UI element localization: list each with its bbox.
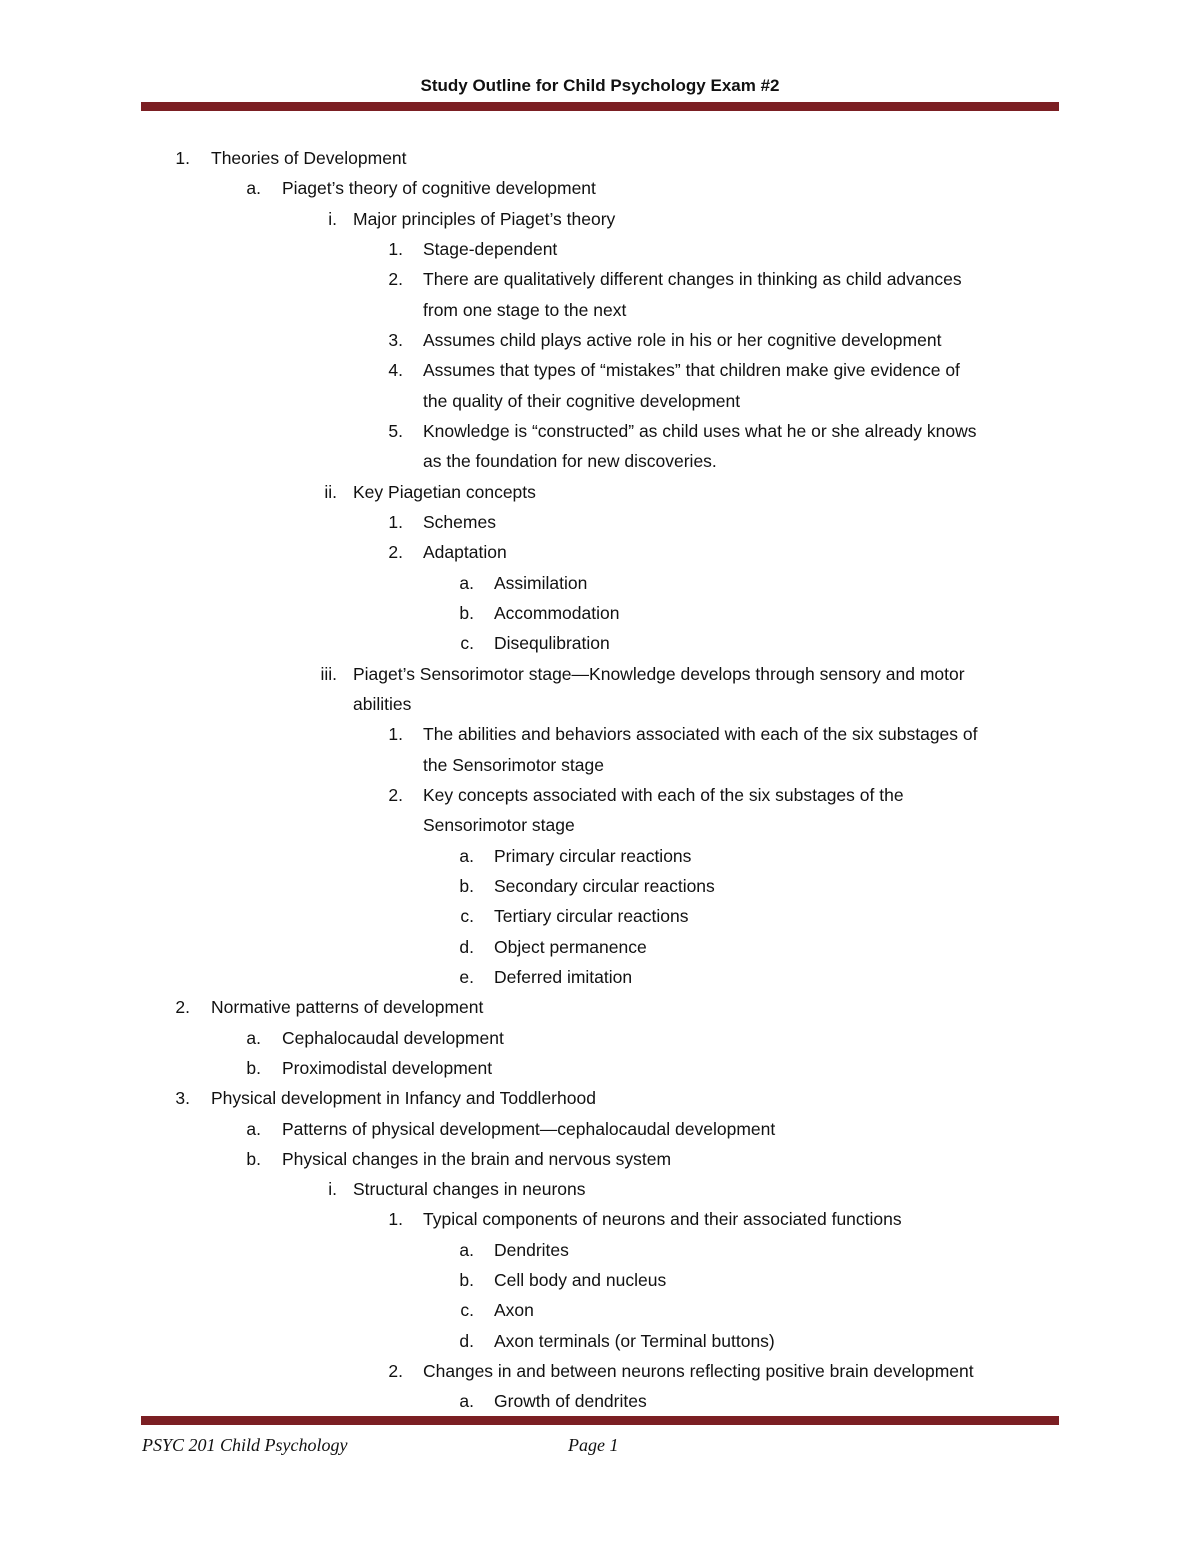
outline-text: Theories of Development bbox=[211, 148, 407, 168]
outline-text: Piaget’s Sensorimotor stage—Knowledge develops through sensory and motor bbox=[353, 663, 965, 684]
outline-item bbox=[0, 750, 1200, 780]
outline-marker: b. bbox=[246, 1148, 261, 1169]
outline-text: Axon terminals (or Terminal buttons) bbox=[494, 1330, 775, 1351]
outline-item bbox=[0, 628, 1200, 658]
outline-text: Piaget’s theory of cognitive development bbox=[282, 178, 596, 199]
outline-marker: 3. bbox=[175, 1088, 190, 1109]
outline-item bbox=[0, 932, 1200, 962]
outline-marker: a. bbox=[459, 572, 474, 593]
outline-text: Stage-dependent bbox=[423, 238, 558, 259]
outline-text: Patterns of physical development—cephalocaudal development bbox=[282, 1118, 776, 1139]
outline-text: Schemes bbox=[423, 511, 496, 532]
outline-text: Axon bbox=[494, 1300, 534, 1321]
outline-marker: a. bbox=[246, 1118, 261, 1139]
outline-item bbox=[0, 780, 1200, 810]
outline-marker: iii. bbox=[320, 663, 337, 684]
outline-item bbox=[0, 1356, 1200, 1386]
outline-marker: a. bbox=[459, 845, 474, 866]
outline-item bbox=[0, 1114, 1200, 1144]
outline-item bbox=[0, 901, 1200, 931]
outline-item bbox=[0, 295, 1200, 325]
outline-text: the quality of their cognitive development bbox=[423, 390, 741, 411]
outline-item bbox=[0, 537, 1200, 567]
outline-item bbox=[0, 659, 1200, 689]
outline-item bbox=[0, 325, 1200, 355]
outline-text: Knowledge is “constructed” as child uses what he or she already knows bbox=[423, 420, 977, 441]
outline-text: Physical changes in the brain and nervous system bbox=[282, 1148, 672, 1169]
outline-item bbox=[0, 1265, 1200, 1295]
outline-text: Physical development in Infancy and Toddlerhood bbox=[211, 1088, 596, 1109]
outline-item bbox=[0, 962, 1200, 992]
page-title: Study Outline for Child Psychology Exam #2 bbox=[420, 76, 780, 95]
outline-text: Sensorimotor stage bbox=[423, 815, 575, 836]
outline-text: Cephalocaudal development bbox=[282, 1027, 504, 1048]
outline-text: Key Piagetian concepts bbox=[353, 481, 536, 502]
outline-item bbox=[0, 234, 1200, 264]
outline-marker: d. bbox=[459, 1330, 474, 1351]
outline-marker: c. bbox=[460, 906, 474, 927]
outline-marker: 1. bbox=[175, 148, 190, 168]
outline-marker: 1. bbox=[388, 724, 403, 745]
outline-item bbox=[0, 507, 1200, 537]
outline-item bbox=[0, 1023, 1200, 1053]
outline-marker: 1. bbox=[388, 511, 403, 532]
outline-item bbox=[0, 568, 1200, 598]
outline-text: Growth of dendrites bbox=[494, 1391, 647, 1412]
outline-marker: 1. bbox=[388, 238, 403, 259]
outline-marker: a. bbox=[459, 1391, 474, 1412]
outline-text: Normative patterns of development bbox=[211, 997, 484, 1018]
outline-text: Assumes that types of “mistakes” that children make give evidence of bbox=[423, 360, 960, 381]
footer-course: PSYC 201 Child Psychology bbox=[142, 1435, 348, 1455]
outline-text: Secondary circular reactions bbox=[494, 875, 715, 896]
outline-item bbox=[0, 1295, 1200, 1325]
outline-marker: a. bbox=[459, 1239, 474, 1260]
outline-text: Proximodistal development bbox=[282, 1057, 493, 1078]
outline-text: Dendrites bbox=[494, 1239, 569, 1260]
outline-item bbox=[0, 719, 1200, 749]
footer-rule bbox=[141, 1416, 1059, 1425]
outline-text: Primary circular reactions bbox=[494, 845, 692, 866]
outline-item bbox=[0, 1053, 1200, 1083]
outline-marker: b. bbox=[459, 875, 474, 896]
outline-text: Object permanence bbox=[494, 936, 647, 957]
outline-text: Key concepts associated with each of the six substages of the bbox=[423, 784, 904, 805]
outline-text: Adaptation bbox=[423, 542, 507, 563]
outline-marker: 5. bbox=[388, 420, 403, 441]
outline-marker: 3. bbox=[388, 329, 403, 350]
outline-item bbox=[0, 143, 1200, 173]
outline-item bbox=[0, 386, 1200, 416]
outline-text: the Sensorimotor stage bbox=[423, 754, 604, 775]
outline-item bbox=[0, 1083, 1200, 1113]
outline-marker: b. bbox=[459, 602, 474, 623]
outline-marker: 4. bbox=[388, 360, 403, 381]
outline-text: Disequlibration bbox=[494, 633, 610, 654]
outline-text: Structural changes in neurons bbox=[353, 1179, 586, 1200]
outline-item bbox=[0, 416, 1200, 446]
outline-item bbox=[0, 173, 1200, 203]
outline-marker: 2. bbox=[175, 997, 190, 1018]
outline-marker: a. bbox=[246, 1027, 261, 1048]
outline-marker: b. bbox=[246, 1057, 261, 1078]
footer-page-number: Page 1 bbox=[568, 1435, 619, 1455]
outline-item bbox=[0, 1204, 1200, 1234]
outline-marker: a. bbox=[246, 178, 261, 199]
outline-marker: 2. bbox=[388, 1361, 403, 1382]
outline-item bbox=[0, 1386, 1200, 1416]
outline-marker: 2. bbox=[388, 269, 403, 290]
outline-text: Tertiary circular reactions bbox=[494, 906, 689, 927]
outline-text: Deferred imitation bbox=[494, 966, 633, 987]
outline-marker: e. bbox=[459, 966, 474, 987]
outline-marker: 2. bbox=[388, 542, 403, 563]
outline-marker: c. bbox=[460, 633, 474, 654]
outline-text: Assumes child plays active role in his or her cognitive development bbox=[423, 329, 942, 350]
outline-item bbox=[0, 264, 1200, 294]
outline-item bbox=[0, 871, 1200, 901]
outline-text: The abilities and behaviors associated with each of the six substages of bbox=[423, 724, 978, 745]
outline-marker: b. bbox=[459, 1270, 474, 1291]
outline-item bbox=[0, 1144, 1200, 1174]
outline-item bbox=[0, 1174, 1200, 1204]
outline-item bbox=[0, 204, 1200, 234]
outline-text: Cell body and nucleus bbox=[494, 1270, 667, 1291]
outline-item bbox=[0, 992, 1200, 1022]
outline-item bbox=[0, 598, 1200, 628]
outline-marker: ii. bbox=[324, 481, 337, 502]
outline-item bbox=[0, 446, 1200, 476]
outline-text: Major principles of Piaget’s theory bbox=[353, 208, 616, 229]
outline-marker: c. bbox=[460, 1300, 474, 1321]
outline-item bbox=[0, 841, 1200, 871]
outline-marker: 2. bbox=[388, 784, 403, 805]
outline-text: There are qualitatively different changes in thinking as child advances bbox=[423, 269, 962, 290]
outline bbox=[0, 143, 1200, 1417]
outline-item bbox=[0, 689, 1200, 719]
outline-item bbox=[0, 810, 1200, 840]
outline-item bbox=[0, 355, 1200, 385]
header-rule bbox=[141, 102, 1059, 111]
outline-marker: 1. bbox=[388, 1209, 403, 1230]
outline-item bbox=[0, 1326, 1200, 1356]
outline-text: abilities bbox=[353, 693, 412, 714]
outline-text: Typical components of neurons and their associated functions bbox=[423, 1209, 902, 1230]
outline-text: as the foundation for new discoveries. bbox=[423, 451, 717, 472]
outline-marker: i. bbox=[328, 1179, 337, 1200]
outline-item bbox=[0, 1235, 1200, 1265]
outline-marker: i. bbox=[328, 208, 337, 229]
outline-text: Accommodation bbox=[494, 602, 620, 623]
outline-item bbox=[0, 477, 1200, 507]
outline-marker: d. bbox=[459, 936, 474, 957]
outline-text: Assimilation bbox=[494, 572, 588, 593]
outline-text: Changes in and between neurons reflecting positive brain development bbox=[423, 1361, 974, 1382]
outline-text: from one stage to the next bbox=[423, 299, 627, 320]
